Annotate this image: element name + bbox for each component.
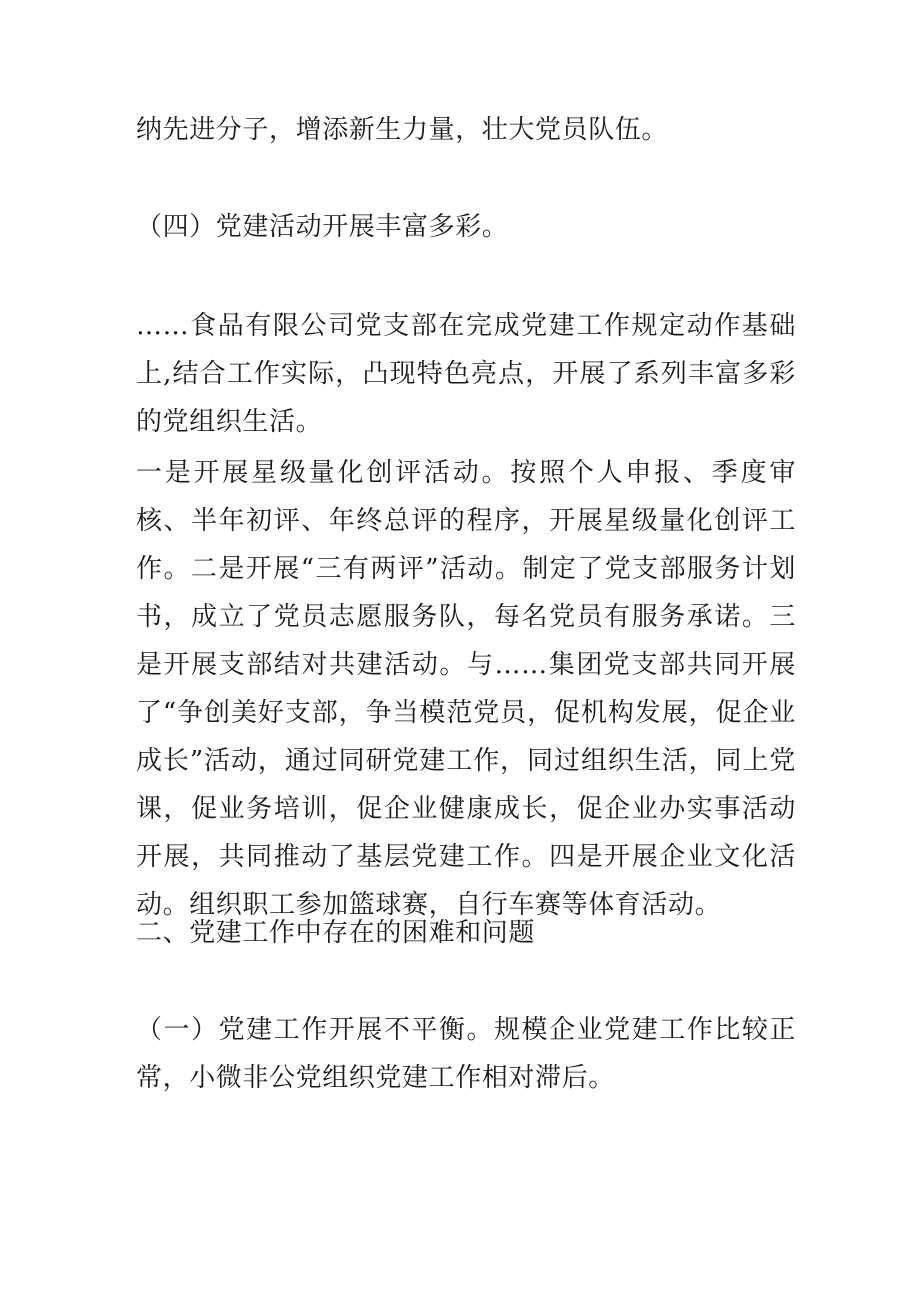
paragraph-problem-one: （一）党建工作开展不平衡。规模企业党建工作比较正常，小微非公党组织党建工作相对滞后。 [136,1015,796,1093]
paragraph-activities: 一是开展星级量化创评活动。按照个人申报、季度审核、半年初评、年终总评的程序，开展星级量化创评工作。二是开展“三有两评”活动。制定了党支部服务计划书，成立了党员志愿服务队，每名党员有服务承诺。三是开展支部结对共建活动。与……集团党支部共同开展了“争创美好支部，争当模范党员，促机构发展，促企业成长”活动，通过同研党建工作，同过组织生活，同上党课，促业务培训，促企业健康成长，促企业办实事活动开展，共同推动了基层党建工作。四是开展企业文化活动。组织职工参加篮球赛，自行车赛等体育活动。 [136,458,796,920]
paragraph-continuation: 纳先进分子，增添新生力量，壮大党员队伍。 [136,115,669,145]
section-heading-four: （四）党建活动开展丰富多彩。 [136,212,509,242]
section-heading-two: 二、党建工作中存在的困难和问题 [136,918,536,948]
paragraph-intro: ……食品有限公司党支部在完成党建工作规定动作基础上,结合工作实际，凸现特色亮点，开展了系列丰富多彩的党组织生活。 [136,311,796,437]
